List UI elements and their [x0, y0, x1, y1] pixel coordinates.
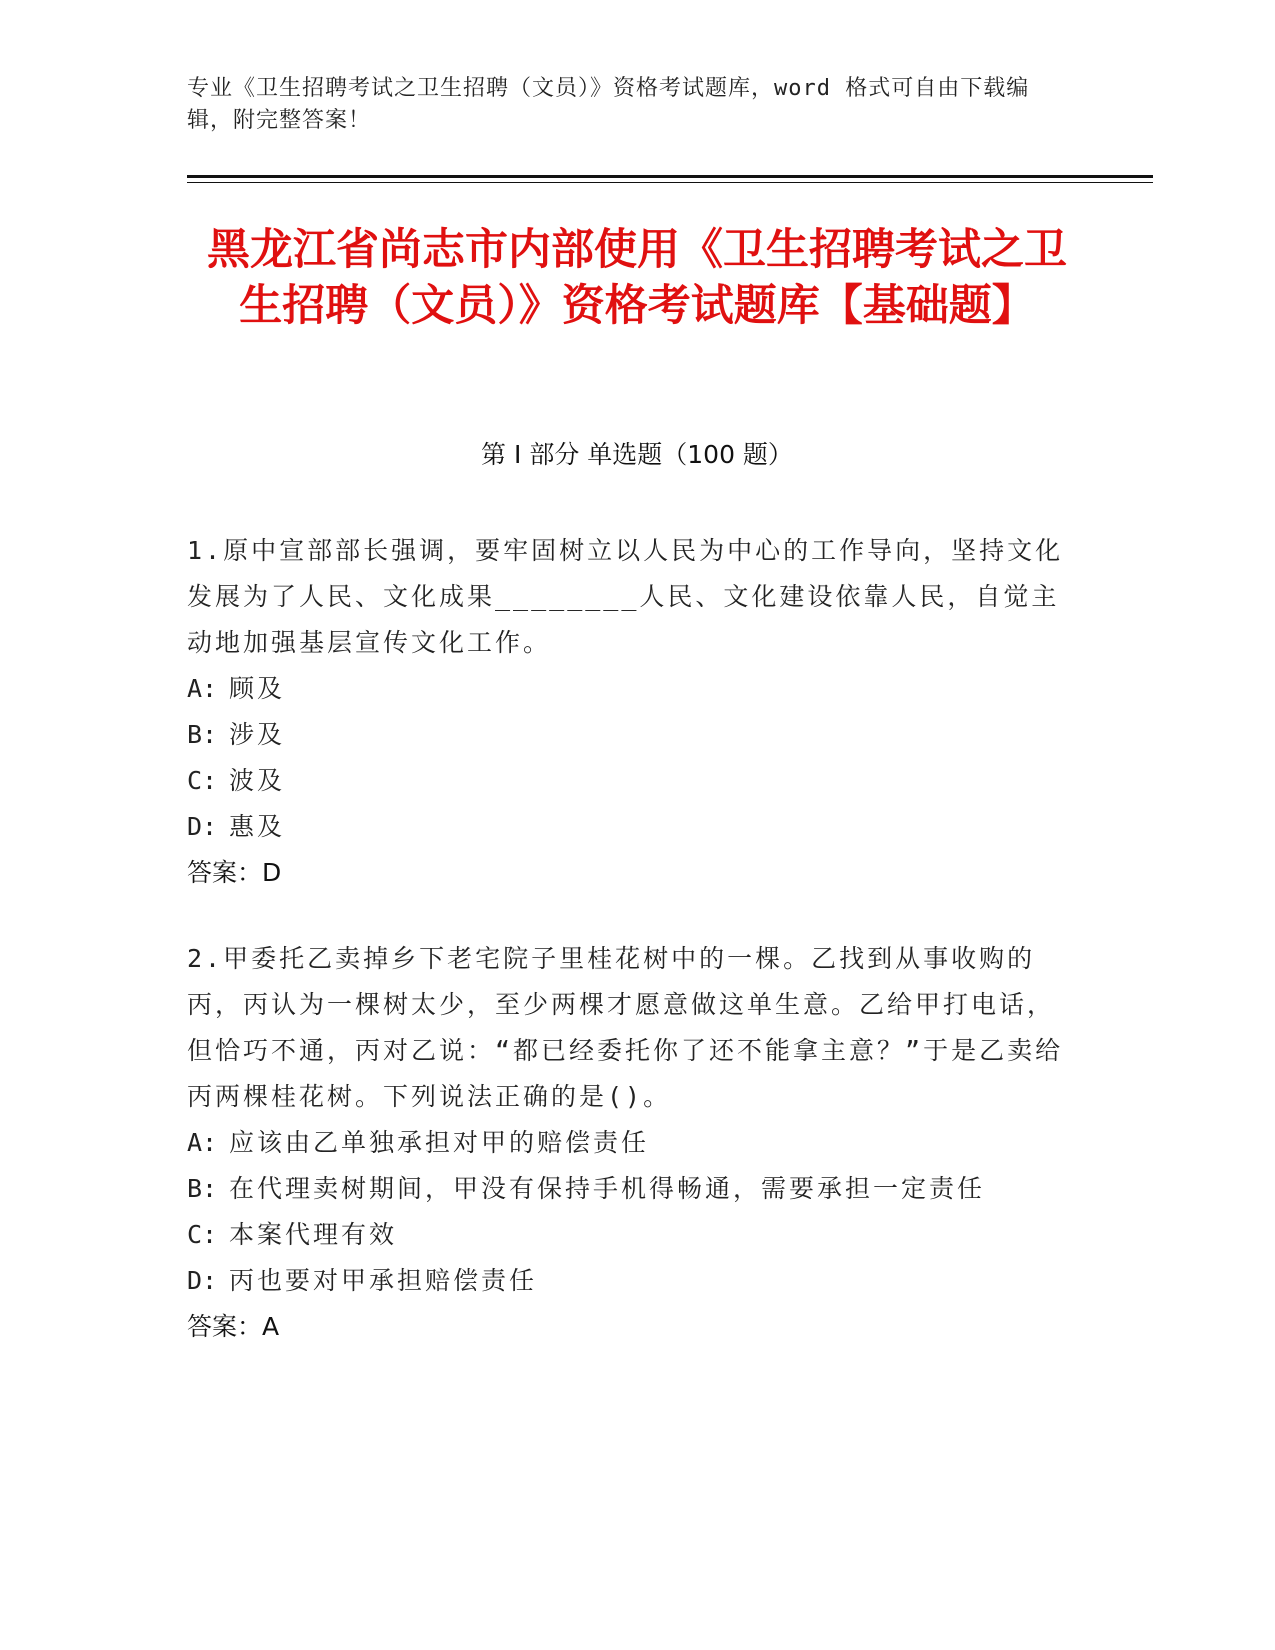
header-note: 专业《卫生招聘考试之卫生招聘（文员）》资格考试题库，word 格式可自由下载编辑，附完整答案！ — [187, 76, 1030, 133]
option-letter: C: — [187, 1220, 218, 1249]
option-letter: B: — [187, 1174, 218, 1203]
option-text: 顾及 — [229, 674, 286, 703]
option-c — [187, 1212, 1067, 1258]
question-stem: 1.原中宣部部长强调，要牢固树立以人民为中心的工作导向，坚持文化发展为了人民、文化成果________人民、文化建设依靠人民，自觉主动地加强基层宣传文化工作。 — [187, 536, 1064, 657]
option-letter: A: — [187, 1128, 218, 1157]
option-text: 波及 — [229, 766, 286, 795]
option-text: 应该由乙单独承担对甲的赔偿责任 — [229, 1128, 650, 1157]
option-letter: D: — [187, 1266, 218, 1295]
question-1 — [187, 528, 1067, 896]
option-letter: C: — [187, 766, 218, 795]
answer-line: 答案：A — [187, 1312, 280, 1341]
question-stem: 2.甲委托乙卖掉乡下老宅院子里桂花树中的一棵。乙找到从事收购的丙，丙认为一棵树太少，至少两棵才愿意做这单生意。乙给甲打电话，但恰巧不通，丙对乙说：“都已经委托你了还不能拿主意？”于是乙卖给丙两棵桂花树。下列说法正确的是()。 — [187, 944, 1064, 1111]
option-a — [187, 1120, 1067, 1166]
option-a — [187, 666, 1067, 712]
option-letter: D: — [187, 812, 218, 841]
option-text: 惠及 — [229, 812, 286, 841]
option-text: 本案代理有效 — [229, 1220, 398, 1249]
question-2 — [187, 936, 1067, 1350]
section-heading: 第 I 部分 单选题（100 题） — [481, 440, 793, 469]
option-d — [187, 1258, 1067, 1304]
option-letter: A: — [187, 674, 218, 703]
answer-line: 答案：D — [187, 858, 282, 887]
document-title: 黑龙江省尚志市内部使用《卫生招聘考试之卫生招聘（文员）》资格考试题库【基础题】 — [207, 225, 1067, 331]
option-c — [187, 758, 1067, 804]
option-d — [187, 804, 1067, 850]
option-b — [187, 1166, 1067, 1212]
header-divider-thick — [187, 175, 1153, 178]
option-letter: B: — [187, 720, 218, 749]
option-text: 涉及 — [229, 720, 286, 749]
option-text: 丙也要对甲承担赔偿责任 — [229, 1266, 538, 1295]
header-divider-thin — [187, 182, 1153, 183]
option-text: 在代理卖树期间，甲没有保持手机得畅通，需要承担一定责任 — [229, 1174, 986, 1203]
option-b — [187, 712, 1067, 758]
